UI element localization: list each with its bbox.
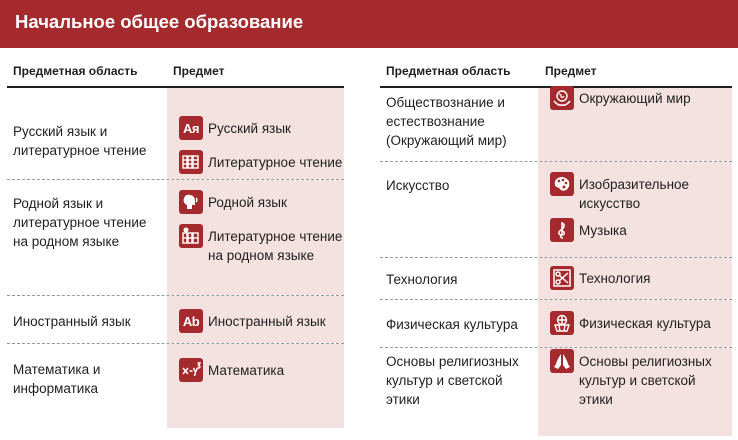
table-row: [380, 300, 732, 348]
left-table-header: [7, 58, 344, 88]
area-cell: Искусство: [386, 178, 450, 193]
books-speaking-icon: [179, 224, 203, 248]
table-row: [7, 180, 344, 296]
praying-hands-icon: [550, 349, 574, 373]
globe-hands-icon: [550, 86, 574, 110]
area-cell: Иностранный язык: [13, 314, 131, 329]
subject-label: Родной язык: [208, 195, 287, 210]
table-row: [380, 348, 732, 436]
right-table-header: [380, 58, 732, 88]
treble-clef-icon: [550, 218, 574, 242]
table-row: [7, 88, 344, 180]
subject-label: Литературное чтение: [208, 155, 343, 170]
subject-label: Иностранный язык: [208, 314, 326, 329]
area-cell: Русский язык и литературное чтение: [13, 124, 147, 158]
subject-label: Основы религиозных культур и светской этики: [579, 354, 712, 407]
subject-cell: [167, 180, 344, 295]
subject-cell: [538, 88, 732, 161]
subject-label: Литературное чтение на родном языке: [208, 229, 343, 263]
area-cell: Математика и информатика: [13, 362, 101, 396]
math-formula-icon: [179, 358, 203, 382]
column-header-area: Предметная область: [13, 64, 138, 78]
books-icon: [179, 150, 203, 174]
subject-cell: [167, 344, 344, 428]
page-title: Начальное общее образование: [15, 11, 304, 32]
subject-label: Окружающий мир: [579, 91, 691, 106]
subject-label: Изобразительное искусство: [579, 177, 690, 211]
table-row: [380, 88, 732, 162]
subject-cell: [167, 88, 344, 179]
column-header-area: Предметная область: [386, 64, 511, 78]
subject-cell: [167, 296, 344, 343]
subject-label: Музыка: [579, 223, 627, 238]
subject-cell: [538, 162, 732, 257]
column-header-subject: Предмет: [173, 64, 225, 78]
subject-label: Русский язык: [208, 121, 291, 136]
area-cell: Технология: [386, 272, 458, 287]
table-row: [7, 344, 344, 428]
subject-label: Технология: [579, 271, 651, 286]
basketball-hoop-icon: [550, 311, 574, 335]
column-header-subject: Предмет: [545, 64, 597, 78]
area-cell: Родной язык и литературное чтение на родном языке: [13, 196, 147, 249]
subject-label: Физическая культура: [579, 316, 711, 331]
subject-label: Математика: [208, 363, 285, 378]
text-aya-icon: Ая: [179, 116, 203, 140]
scissors-icon: [550, 266, 574, 290]
text-ab-icon: Ab: [179, 309, 203, 333]
subject-cell: [538, 348, 732, 436]
left-table: [7, 58, 344, 428]
subject-cell: [538, 300, 732, 347]
area-cell: Физическая культура: [386, 317, 518, 332]
area-cell: Основы религиозных культур и светской этики: [386, 354, 519, 407]
table-row: [7, 296, 344, 344]
palette-icon: [550, 172, 574, 196]
table-row: [380, 258, 732, 300]
subject-cell: [538, 258, 732, 299]
table-row: [380, 162, 732, 258]
right-table: [380, 58, 732, 436]
speaking-head-icon: [179, 190, 203, 214]
area-cell: Обществознание и естествознание (Окружающий мир): [386, 95, 507, 148]
title-bar: [0, 0, 738, 48]
